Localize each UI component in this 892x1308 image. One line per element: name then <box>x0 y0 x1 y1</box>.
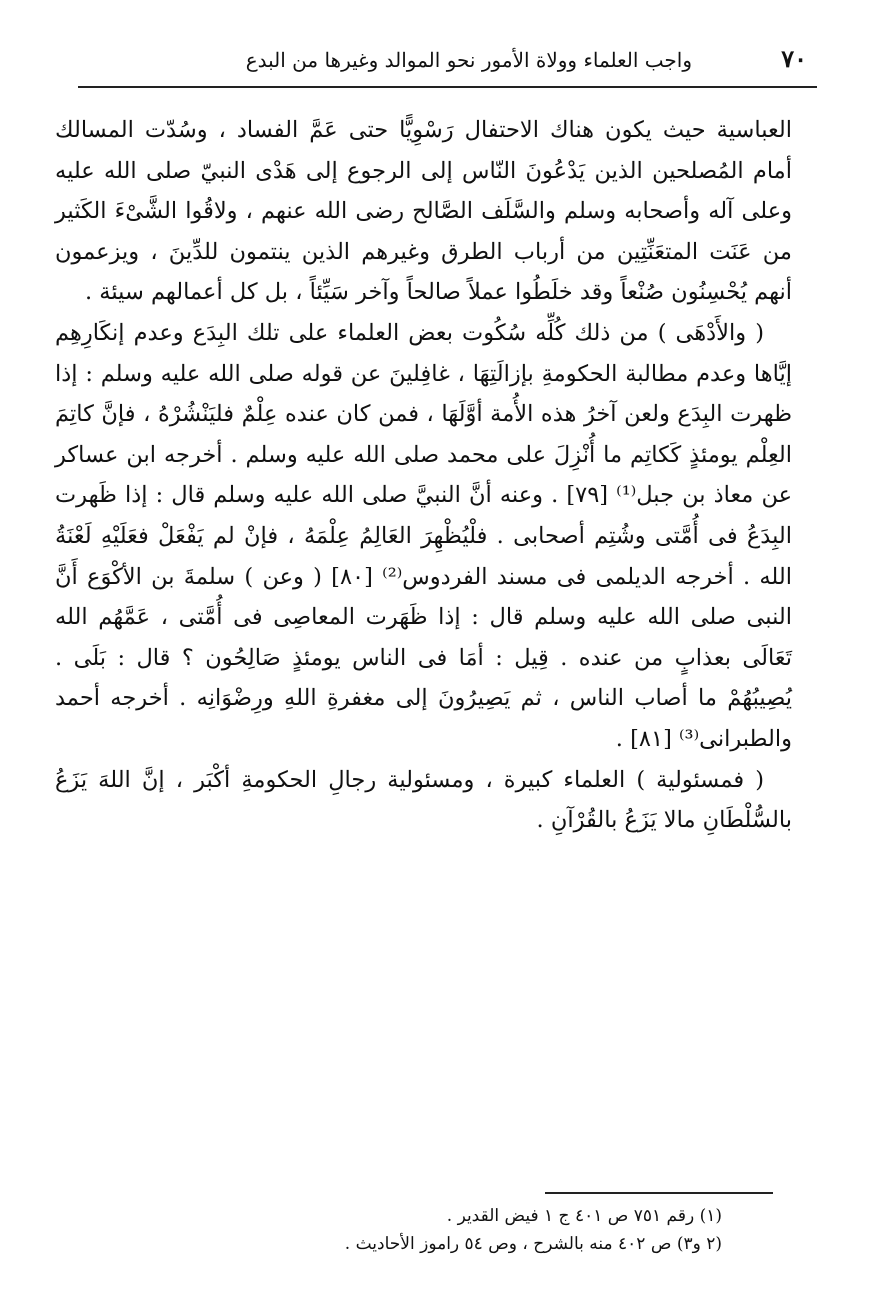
footnote: (٢ و٣) ص ٤٠٢ منه بالشرح ، وص ٥٤ راموز الأحاديث . <box>344 1234 722 1254</box>
header-rule <box>78 86 817 88</box>
paragraph: ( فمسئولية ) العلماء كبيرة ، ومسئولية رجالِ الحكومةِ أكْبَر ، إنَّ اللهَ يَزَعُ بالسُّلْطَانِ مالا يَزَعُ بالقُرْآنِ . <box>55 766 792 834</box>
footnote: (١) رقم ٧٥١ ص ٤٠١ ج ١ فيض القدير . <box>446 1206 722 1226</box>
footnote-separator <box>545 1192 773 1194</box>
footnotes <box>200 1202 722 1258</box>
paragraph: ( والأَدْهَى ) من ذلك كُلِّه سُكُوت بعض العلماء على تلك البِدَع وعدم إنكَارِهِم إيَّاها وعدم مطالبة الحكومةِ بإزالَتِهَا ، غافِلينَ عن قوله صلى الله عليه وسلم : إذا ظهرت البِدَع ولعن آخرُ هذه الأُمة أوَّلَهَا ، فمن كان عنده عِلْمٌ فليَنْشُرْهُ ، فإنَّ كاتِمَ العِلْم يومئذٍ كَكاتِم ما أُنْزِلَ على محمد صلى الله عليه وسلم . أخرجه ابن عساكر عن معاذ بن جبل⁽¹⁾ [٧٩] . وعنه أنَّ النبيَّ صلى الله عليه وسلم قال : إذا ظَهرت البِدَعُ فى أُمَّتى وشُتِم أصحابى . فلْيُظْهِرَ العَالِمُ عِلْمَهُ ، فإنْ لم يَفْعَلْ فعَلَيْهِ لَعْنَةُ الله . أخرجه الديلمى فى مسند الفردوس⁽²⁾ [٨٠] ( وعن ) سلمةَ بن الأكْوَع أَنَّ النبى صلى الله عليه وسلم قال : إذا ظَهَرت المعاصِى فى أُمَّتى ، عَمَّهُم الله تَعَالَى بعذابٍ من عنده . قِيل : أمَا فى الناس يومئذٍ صَالِحُون ؟ قال : بَلَى . يُصِيبُهُمْ ما أصاب الناس ، ثم يَصِيرُونَ إلى مغفرةِ اللهِ ورِضْوَانِه . أخرجه أحمد والطبرانى⁽³⁾ [٨١] . <box>55 319 792 752</box>
body-text <box>55 110 792 841</box>
running-title: واجب العلماء وولاة الأمور نحو الموالد وغيرها من البدع <box>245 48 692 72</box>
paragraph: العباسية حيث يكون هناك الاحتفال رَسْوِيًّا حتى عَمَّ الفساد ، وسُدّت المسالك أمام المُصلحين الذين يَدْعُونَ النّاس إلى الرجوع إلى هَدْى النبيّ صلى الله عليه وعلى آله وأصحابه وسلم والسَّلَف الصَّالح رضى الله عنهم ، ولاقُوا الشَّىْءَ الكَثير من عَنَت المتعَنِّتِين من أرباب الطرق وغيرهم الذين ينتمون للدِّينَ ، ويزعمون أنهم يُحْسِنُون صُنْعاً وقد خلَطُوا عملاً صالحاً وآخر سَيِّئاً ، بل كل أعمالهم سيئة . <box>55 117 792 306</box>
page-header <box>70 40 807 80</box>
page-number: ٧٠ <box>781 44 807 73</box>
